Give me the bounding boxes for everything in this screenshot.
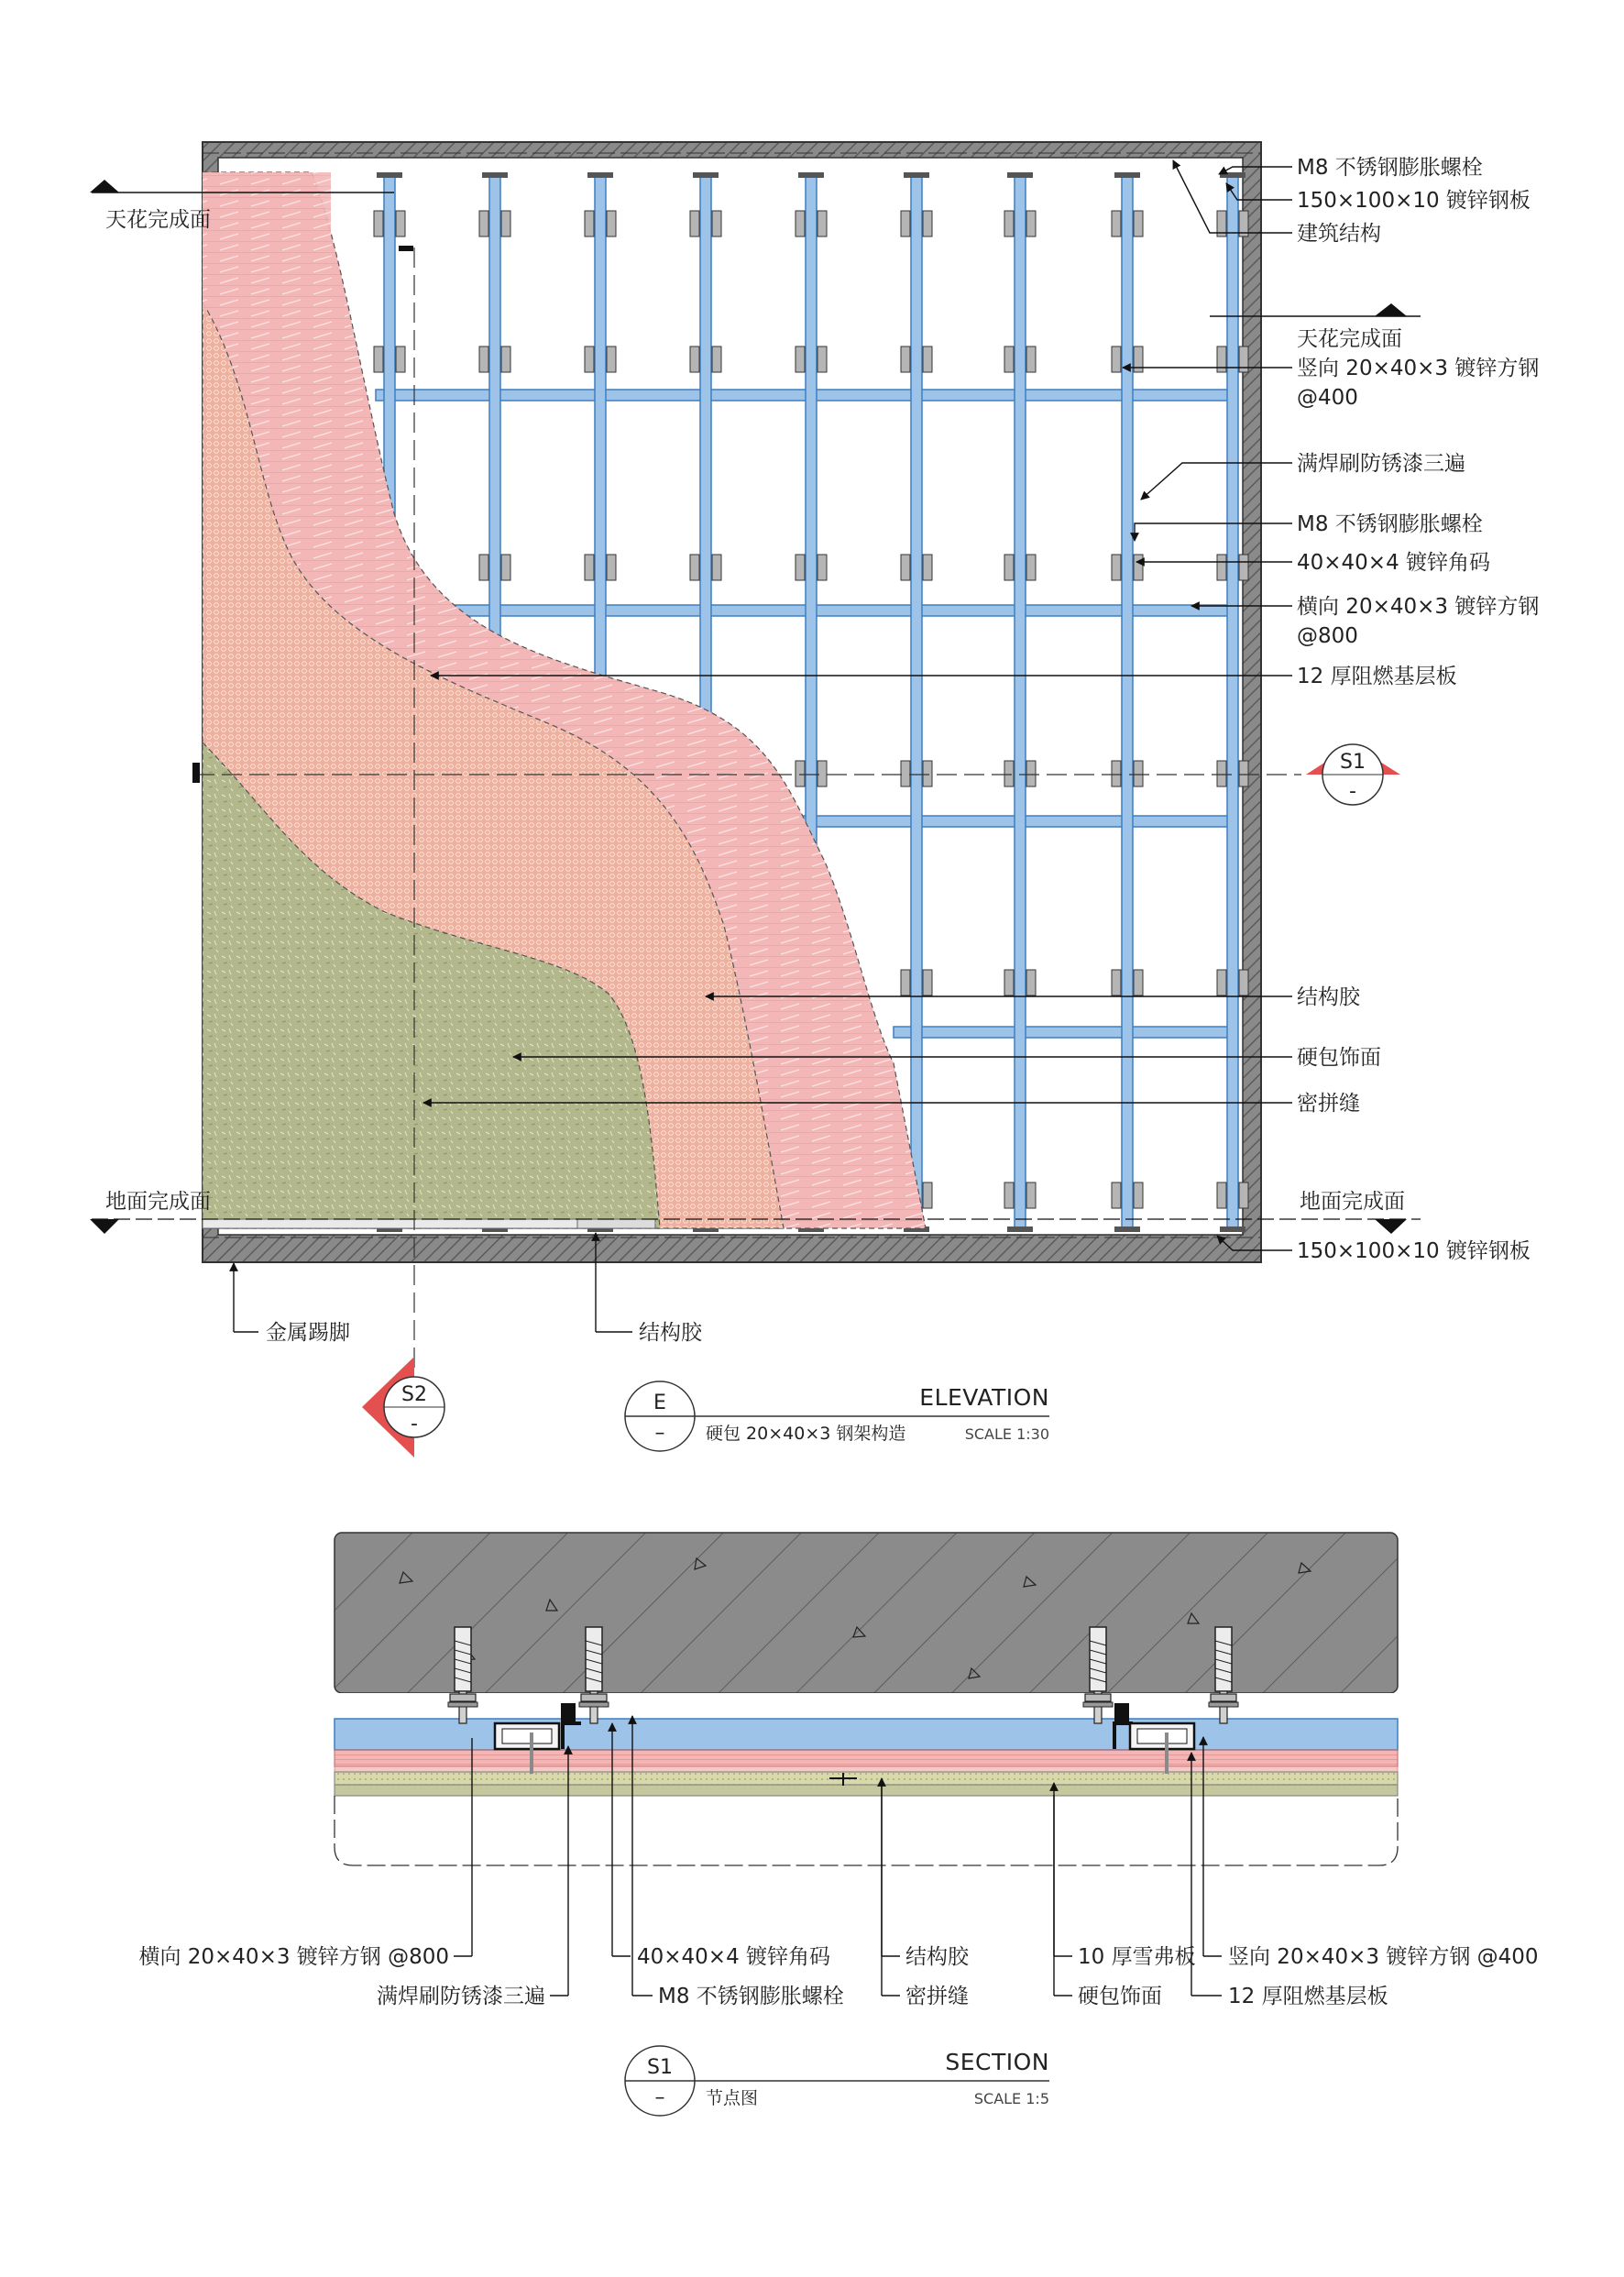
angle-clip <box>1004 970 1014 996</box>
angle-clip <box>1112 346 1121 372</box>
elevation-title: ELEVATION <box>919 1384 1049 1411</box>
section-marker-s2[interactable] <box>362 1357 444 1458</box>
section-callout-adhesive: 结构胶 <box>905 1945 969 1969</box>
angle-clip <box>796 555 805 580</box>
steel-plate <box>482 172 508 178</box>
callout-skirting-adhesive: 结构胶 <box>639 1321 702 1345</box>
angle-clip <box>690 555 699 580</box>
angle-clip <box>1134 1182 1143 1208</box>
angle-clip <box>923 1182 932 1208</box>
angle-clip <box>1112 761 1121 786</box>
section-subtitle: 节点图 <box>706 2088 759 2108</box>
angle-clip <box>479 555 488 580</box>
vertical-tube <box>1015 174 1026 1228</box>
angle-clip <box>923 211 932 236</box>
callout-bolt-1: M8 不锈钢膨胀螺栓 <box>1297 156 1483 180</box>
bolt-washer <box>1083 1702 1113 1707</box>
angle-clip <box>690 346 699 372</box>
elevation-title-block <box>625 1381 1049 1451</box>
section-title: SECTION <box>945 2049 1049 2075</box>
steel-plate <box>693 172 719 178</box>
section-marker-s1[interactable] <box>1306 744 1400 805</box>
angle-clip <box>1217 555 1226 580</box>
callout-seam: 密拼缝 <box>1297 1092 1360 1116</box>
angle-clip <box>501 211 510 236</box>
angle-clip <box>479 346 488 372</box>
bolt-nut <box>581 1694 607 1701</box>
callout-finish: 硬包饰面 <box>1297 1046 1381 1070</box>
callout-floor-level: 地面完成面 <box>1300 1190 1405 1214</box>
metal-skirting <box>203 1219 578 1228</box>
bolt-washer <box>1209 1702 1238 1707</box>
angle-clip <box>923 555 932 580</box>
elevation-view <box>90 142 1539 1458</box>
callout-ceiling-level: 天花完成面 <box>1297 327 1402 351</box>
angle-clip <box>1026 1182 1036 1208</box>
callout-skirting: 金属踢脚 <box>266 1321 350 1345</box>
angle-clip <box>396 346 405 372</box>
adhesive-band <box>335 1766 1398 1772</box>
steel-plate <box>1114 1226 1140 1232</box>
steel-plate <box>1007 172 1033 178</box>
angle-clip <box>1004 761 1014 786</box>
angle-clip <box>585 346 594 372</box>
horizontal-tube <box>894 1027 1237 1038</box>
section-callout-base-board: 12 厚阻燃基层板 <box>1228 1985 1388 2008</box>
angle-clip <box>1134 761 1143 786</box>
callout-horizontal-spacing: @800 <box>1297 624 1358 648</box>
horizontal-tube <box>788 816 1237 827</box>
section-scale: SCALE 1:5 <box>973 2090 1049 2107</box>
angle-clip <box>796 761 805 786</box>
angle-clip <box>1026 211 1036 236</box>
section-callout-bolt: M8 不锈钢膨胀螺栓 <box>658 1985 844 2008</box>
angle-clip <box>1134 346 1143 372</box>
angle-clip <box>1239 970 1248 996</box>
horizontal-tube <box>422 605 1237 616</box>
angle-clip <box>1112 970 1121 996</box>
bolt-washer <box>448 1702 477 1707</box>
bolt-nut <box>450 1694 476 1701</box>
angle-clip <box>901 761 910 786</box>
concrete-wall <box>335 1533 1398 1693</box>
angle-clip <box>923 970 932 996</box>
section-callout-angle: 40×40×4 镀锌角码 <box>637 1945 831 1969</box>
angle-clip <box>585 211 594 236</box>
angle-clip <box>901 555 910 580</box>
angle-clip <box>712 211 721 236</box>
section-marker-s1-sub: - <box>1349 780 1356 803</box>
skirting-adhesive <box>577 1219 655 1228</box>
angle-clip <box>1217 346 1226 372</box>
section-view <box>138 1533 1538 2116</box>
angle-clip <box>1004 555 1014 580</box>
angle-clip <box>1026 346 1036 372</box>
angle-clip <box>374 211 383 236</box>
section-callout-finish: 硬包饰面 <box>1078 1985 1162 2008</box>
callout-vertical-spacing: @400 <box>1297 386 1358 410</box>
elevation-scale: SCALE 1:30 <box>964 1425 1049 1443</box>
angle-clip <box>1112 1182 1121 1208</box>
angle-clip <box>1239 761 1248 786</box>
elevation-subtitle: 硬包 20×40×3 钢架构造 <box>706 1424 906 1444</box>
foam-board-band <box>335 1772 1398 1785</box>
callout-bolt-2: M8 不锈钢膨胀螺栓 <box>1297 512 1483 536</box>
callout-angle: 40×40×4 镀锌角码 <box>1297 551 1491 575</box>
callout-weld: 满焊刷防锈漆三遍 <box>1297 452 1465 476</box>
angle-clip <box>901 211 910 236</box>
angle-clip <box>1217 761 1226 786</box>
angle-clip <box>1134 211 1143 236</box>
ceiling-level-label-left: 天花完成面 <box>105 208 211 232</box>
elevation-tag-letter: E <box>653 1392 666 1414</box>
steel-plate <box>587 172 613 178</box>
section-title-block <box>625 2046 1049 2116</box>
angle-clip <box>607 346 616 372</box>
angle-clip <box>396 211 405 236</box>
angle-clip <box>1004 211 1014 236</box>
angle-clip <box>901 970 910 996</box>
angle-clip <box>501 555 510 580</box>
angle-clip <box>1026 555 1036 580</box>
angle-clip <box>1217 1182 1226 1208</box>
vertical-tube <box>1122 174 1133 1228</box>
angle-clip <box>585 555 594 580</box>
angle-clip <box>479 211 488 236</box>
angle-clip <box>1112 555 1121 580</box>
callout-plate-bottom: 150×100×10 镀锌钢板 <box>1297 1239 1531 1263</box>
section-callout-weld: 满焊刷防锈漆三遍 <box>377 1985 545 2008</box>
section-marker-s2-id: S2 <box>401 1383 427 1406</box>
angle-clip <box>1239 555 1248 580</box>
angle-clip <box>1026 970 1036 996</box>
floor-level-label-left: 地面完成面 <box>105 1190 211 1214</box>
angle-clip <box>1004 1182 1014 1208</box>
callout-base-board: 12 厚阻燃基层板 <box>1297 665 1457 688</box>
angle-clip <box>923 761 932 786</box>
callout-vertical-tube: 竖向 20×40×3 镀锌方钢 <box>1297 357 1540 380</box>
angle-clip <box>1217 970 1226 996</box>
steel-plate <box>1220 172 1245 178</box>
angle-clip <box>712 346 721 372</box>
angle-clip <box>923 346 932 372</box>
angle-clip <box>1239 1182 1248 1208</box>
steel-plate <box>1007 1226 1033 1232</box>
angle-clip <box>817 761 827 786</box>
angle-clip <box>501 346 510 372</box>
vertical-tube <box>911 174 922 1228</box>
elevation-callouts <box>1297 156 1539 1263</box>
angle-clip <box>817 211 827 236</box>
angle-clip <box>901 346 910 372</box>
steel-plate <box>1220 1226 1245 1232</box>
callout-adhesive: 结构胶 <box>1297 985 1360 1009</box>
steel-plate <box>798 172 824 178</box>
section-callout-foam: 10 厚雪弗板 <box>1078 1945 1196 1969</box>
angle-clip <box>796 346 805 372</box>
base-board-band <box>335 1750 1398 1766</box>
steel-plate <box>904 172 929 178</box>
steel-plate <box>377 172 402 178</box>
bolt-nut <box>1211 1694 1236 1701</box>
steel-plate <box>1114 172 1140 178</box>
vertical-tube <box>1227 174 1238 1228</box>
angle-clip <box>1004 346 1014 372</box>
angle-clip <box>817 346 827 372</box>
angle-clip <box>1134 970 1143 996</box>
callout-horizontal-tube: 横向 20×40×3 镀锌方钢 <box>1297 595 1540 619</box>
elevation-tag-sub: – <box>654 1422 665 1445</box>
angle-clip <box>690 211 699 236</box>
bolt-nut <box>1085 1694 1111 1701</box>
section-callout-seam: 密拼缝 <box>905 1985 969 2008</box>
angle-clip <box>712 555 721 580</box>
angle-clip <box>1239 346 1248 372</box>
section-callout-horizontal-tube: 横向 20×40×3 镀锌方钢 @800 <box>138 1945 449 1969</box>
section-callout-vertical-tube: 竖向 20×40×3 镀锌方钢 @400 <box>1228 1945 1539 1969</box>
finish-band <box>335 1785 1398 1796</box>
bolt-washer <box>579 1702 609 1707</box>
callout-structure: 建筑结构 <box>1297 222 1381 246</box>
angle-clip <box>607 555 616 580</box>
angle-clip <box>374 346 383 372</box>
section-marker-s2-sub: - <box>411 1413 418 1436</box>
callout-plate-top: 150×100×10 镀锌钢板 <box>1297 189 1531 213</box>
angle-clip <box>607 211 616 236</box>
angle-clip <box>796 211 805 236</box>
angle-clip <box>1112 211 1121 236</box>
angle-clip <box>1026 761 1036 786</box>
section-tag-sub: – <box>654 2086 665 2109</box>
angle-clip <box>1134 555 1143 580</box>
angle-clip <box>817 555 827 580</box>
section-tag-letter: S1 <box>647 2056 673 2079</box>
section-marker-s1-id: S1 <box>1340 751 1366 774</box>
